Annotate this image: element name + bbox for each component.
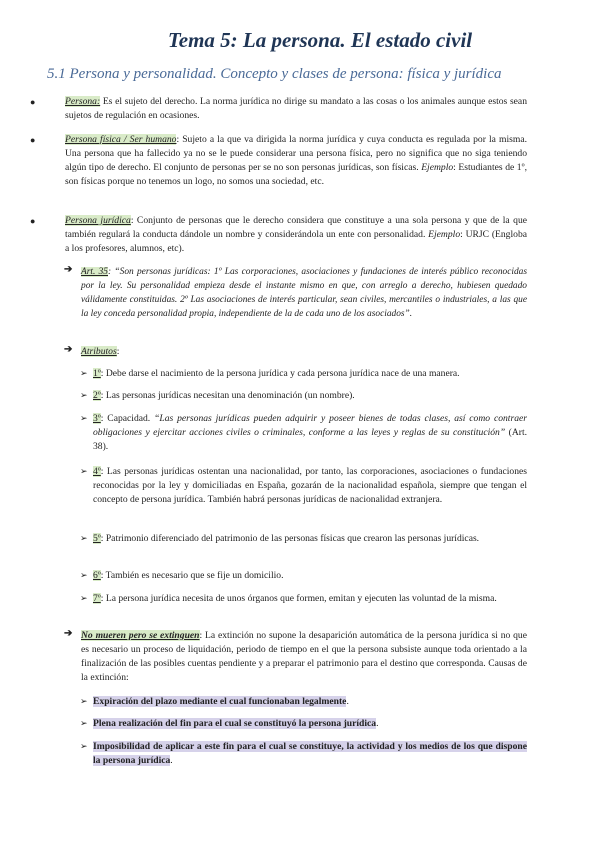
page-title: Tema 5: La persona. El estado civil bbox=[167, 28, 473, 52]
atributo-num: 7º bbox=[93, 593, 101, 604]
example-label: Ejemplo bbox=[421, 162, 454, 173]
example-text: : URJC (Engloba a los profesores, alumnos, etc). bbox=[65, 229, 527, 254]
cause-text: Expiración del plazo mediante el cual funcionaban legalmente bbox=[93, 696, 347, 707]
atributo-item bbox=[93, 592, 527, 606]
section-heading: 5.1 Persona y personalidad. Concepto y clases de persona: física y jurídica bbox=[47, 66, 502, 82]
extincion-block bbox=[81, 629, 527, 685]
bullet-text: : Conjunto de personas que le derecho considera que constituye a una sola persona y que de la que también regulará la conducta dándole un nombre y considerándola un ente con personalidad. bbox=[65, 215, 527, 240]
bullet-icon: ● bbox=[30, 216, 36, 226]
extincion-cause bbox=[93, 695, 527, 709]
triangle-bullet-icon: ➢ bbox=[80, 466, 88, 476]
atributo-num: 2º bbox=[93, 390, 101, 401]
extincion-label: No mueren pero se extinguen bbox=[81, 630, 200, 641]
atributo-text: : Debe darse el nacimiento de la persona jurídica y cada persona jurídica nace de una manera. bbox=[100, 368, 460, 379]
atributo-item bbox=[93, 412, 527, 454]
cause-text: Plena realización del fin para el cual se constituyó la persona jurídica bbox=[93, 718, 377, 729]
atributo-quote: “Las personas jurídicas pueden adquirir y poseer bienes de todas clases, así como contraer obligaciones y ejercitar acciones civiles o criminales, conforme a las leyes y reglas de su constitución” bbox=[93, 413, 527, 438]
atributo-text: : Las personas jurídicas ostentan una nacionalidad, por tanto, las corporaciones, asociaciones o fundaciones reconocidas por la ley y domiciliadas en España, gozarán de la nacionalidad española, siempre que tengan el concepto de persona jurídica. También habrá personas jurídicas de nacionalidad extranjera. bbox=[93, 466, 527, 505]
art35-text: : “Son personas jurídicas: 1º Las corporaciones, asociaciones y fundaciones de interés público reconocidas por la ley. Su personalidad empieza desde el instante mismo en que, con arreglo a derecho, hubiesen quedado válidamente constituidas. 2º Las asociaciones de interés particular, sean civiles, mercantiles o industriales, a las que la ley conceda personalidad propia, independiente de la de cada uno de los asociados”. bbox=[81, 267, 527, 319]
triangle-bullet-icon: ➢ bbox=[80, 741, 88, 751]
triangle-bullet-icon: ➢ bbox=[80, 593, 88, 603]
cause-end: . bbox=[346, 696, 349, 707]
triangle-bullet-icon: ➢ bbox=[80, 533, 88, 543]
arrow-icon: ➔ bbox=[64, 628, 73, 639]
atributo-num: 1º bbox=[93, 368, 101, 379]
term-persona-juridica: Persona jurídica bbox=[65, 215, 131, 226]
triangle-bullet-icon: ➢ bbox=[80, 718, 88, 728]
bullet-icon: ● bbox=[30, 135, 36, 145]
colon: : bbox=[116, 346, 120, 357]
term-persona: Persona: bbox=[65, 96, 101, 107]
atributo-num: 3º bbox=[93, 413, 101, 424]
term-persona-fisica: Persona física / Ser humano bbox=[65, 134, 177, 145]
extincion-cause bbox=[93, 717, 527, 731]
bullet-persona bbox=[65, 95, 527, 123]
atributo-text: : Patrimonio diferenciado del patrimonio de las personas físicas que crearon las personas jurídicas. bbox=[100, 533, 480, 544]
atributo-text: : Capacidad. bbox=[100, 413, 155, 424]
atributo-num: 6º bbox=[93, 570, 101, 581]
atributo-item bbox=[93, 367, 527, 381]
atributo-item bbox=[93, 569, 527, 583]
atributo-item bbox=[93, 532, 527, 546]
bullet-persona-juridica bbox=[65, 214, 527, 256]
bullet-text: Es el sujeto del derecho. La norma jurídica no dirige su mandato a las cosas o los animales aunque estos sean sujetos de regulación en ocasiones. bbox=[65, 96, 527, 121]
example-label: Ejemplo bbox=[428, 229, 461, 240]
example-text: : Estudiantes de 1º, son físicas porque no tenemos un logo, no somos una sociedad, etc. bbox=[65, 162, 527, 187]
extincion-text: : La extinción no supone la desaparición automática de la persona jurídica si no que es necesario un proceso de liquidación, periodo de tiempo en el que la persona subsiste aunque toda orientado a la finalización de las posibles cuentas pendiente y a preparar el patrimonio para el destino que corresponda. Causas de la extinción: bbox=[81, 630, 527, 683]
arrow-icon: ➔ bbox=[64, 264, 73, 275]
art35-label: Art. 35 bbox=[81, 267, 108, 277]
atributo-tail: (Art. 38). bbox=[93, 427, 528, 452]
bullet-icon: ● bbox=[30, 97, 36, 107]
bullet-text: : Sujeto a la que va dirigida la norma jurídica y cuya conducta es regulada por la misma. Una persona que ha fallecido ya no se le puede considerar una persona física, pero no significa que no siga teniendo algún tipo de derecho. El conjunto de personas per se no son personas jurídicas, son físicas. bbox=[65, 134, 527, 173]
triangle-bullet-icon: ➢ bbox=[80, 368, 88, 378]
atributo-text: : La persona jurídica necesita de unos órganos que formen, emitan y ejecuten las voluntad de la misma. bbox=[100, 593, 497, 604]
triangle-bullet-icon: ➢ bbox=[80, 390, 88, 400]
atributo-text: : También es necesario que se fije un domicilio. bbox=[100, 570, 284, 581]
triangle-bullet-icon: ➢ bbox=[80, 696, 88, 706]
atributo-num: 5º bbox=[93, 533, 101, 544]
art35-block bbox=[81, 265, 527, 321]
cause-end: . bbox=[376, 718, 379, 729]
bullet-persona-fisica bbox=[65, 133, 527, 189]
triangle-bullet-icon: ➢ bbox=[80, 570, 88, 580]
extincion-cause bbox=[93, 740, 527, 768]
atributo-item bbox=[93, 465, 527, 507]
cause-text: Imposibilidad de aplicar a este fin para el cual se constituye, la actividad y los medios de los que dispone la persona jurídica bbox=[93, 741, 527, 766]
cause-end: . bbox=[170, 755, 173, 766]
atributos-heading bbox=[81, 345, 527, 359]
atributos-label: Atributos bbox=[81, 346, 117, 357]
triangle-bullet-icon: ➢ bbox=[80, 413, 88, 423]
arrow-icon: ➔ bbox=[64, 344, 73, 355]
atributo-text: : Las personas jurídicas necesitan una denominación (un nombre). bbox=[100, 390, 355, 401]
atributo-num: 4º bbox=[93, 466, 101, 477]
atributo-item bbox=[93, 389, 527, 403]
